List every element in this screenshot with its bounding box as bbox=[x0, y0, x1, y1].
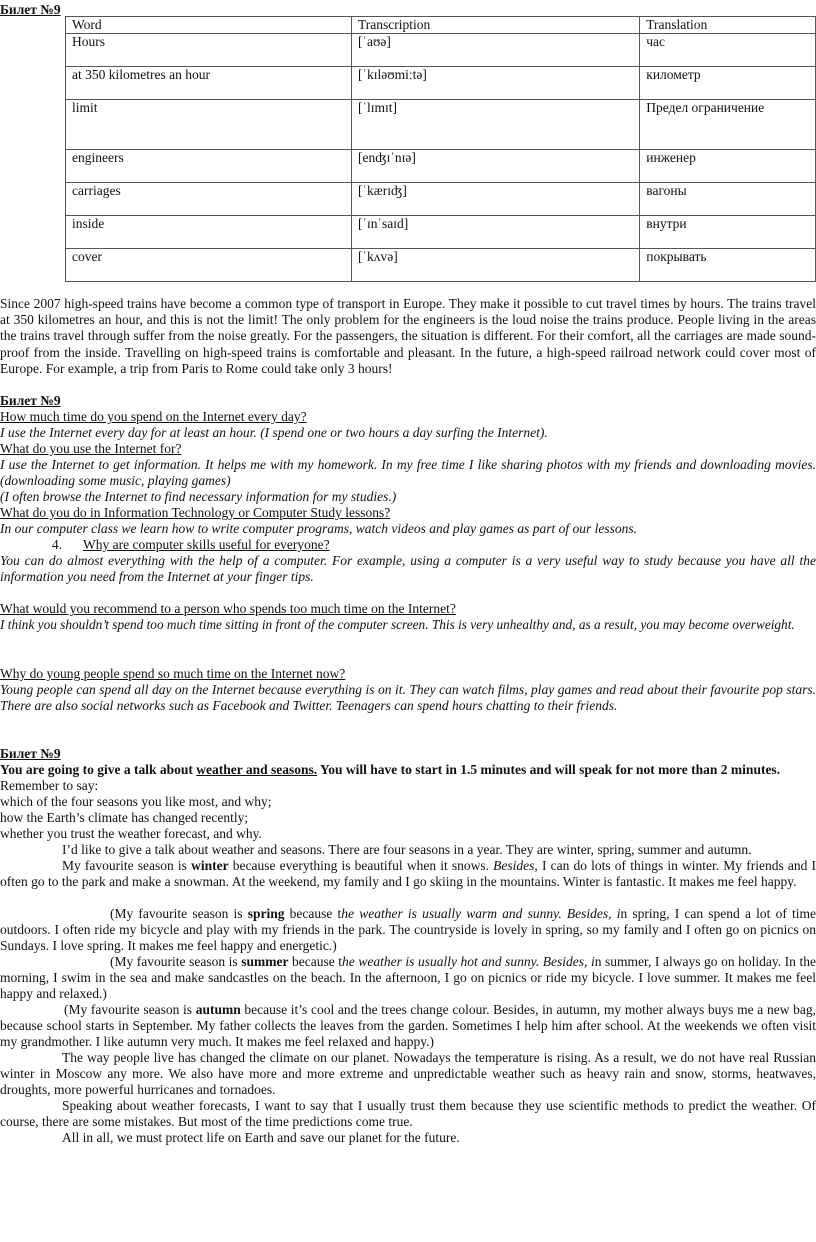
cell-word: inside bbox=[66, 216, 352, 249]
list-item: whether you trust the weather forecast, and why. bbox=[0, 826, 262, 841]
summer-text-c: because t bbox=[288, 954, 343, 969]
table-row bbox=[66, 100, 816, 150]
list-item: which of the four seasons you like most, and why; bbox=[0, 794, 272, 809]
table-row bbox=[66, 183, 816, 216]
spring-text-e: n spring, I can spend a lot of time outdoors. I often ride my bicycle and play with my friends in the park. The countryside is lovely in spring, so my family and I often go on picnics on Sundays. I love spring. It makes me feel happy and energetic.) bbox=[0, 906, 816, 954]
table-header-row bbox=[66, 17, 816, 34]
answer-6: Young people can spend all day on the Internet because everything is on it. They can watch films, play games and read about their favourite pop stars. There are also social networks such as Facebook and Twitter. Teenagers can spend hours chatting to their friends. bbox=[0, 682, 816, 714]
question-5: What would you recommend to a person who spends too much time on the Internet? bbox=[0, 601, 456, 616]
cell-transcription: [ˈɪnˈsaɪd] bbox=[351, 216, 639, 249]
cell-word: Hours bbox=[66, 34, 352, 67]
table-row bbox=[66, 34, 816, 67]
cell-translation: Предел ограничение bbox=[640, 100, 816, 150]
summer-keyword: summer bbox=[241, 954, 289, 969]
autumn-paragraph bbox=[0, 1002, 816, 1051]
cell-transcription: [ˈkʌvə] bbox=[351, 249, 639, 282]
header-translation: Translation bbox=[640, 17, 816, 34]
cell-translation: внутри bbox=[640, 216, 816, 249]
answer-1: I use the Internet every day for at least an hour. (I spend one or two hours a day surfing the Internet). bbox=[0, 425, 548, 440]
answer-2: I use the Internet to get information. It helps me with my homework. In my free time I like sharing photos with my friends and downloading movies. (downloading some music, playing games) bbox=[0, 457, 816, 489]
cell-transcription: [ˈkɪləʊmiːtə] bbox=[351, 67, 639, 100]
spring-text-c: because t bbox=[284, 906, 342, 921]
question-4: Why are computer skills useful for everyone? bbox=[83, 537, 330, 552]
answer-5: I think you shouldn’t spend too much time sitting in front of the computer screen. This is very unhealthy and, as a result, you may become overweight. bbox=[0, 617, 795, 632]
section3-title: Билет №9 bbox=[0, 746, 61, 761]
cell-translation: час bbox=[640, 34, 816, 67]
answer-2b: (I often browse the Internet to find necessary information for my studies.) bbox=[0, 489, 397, 504]
question-6: Why do young people spend so much time on the Internet now? bbox=[0, 666, 346, 681]
question-1: How much time do you spend on the Internet every day? bbox=[0, 409, 307, 424]
cell-transcription: [ˈaʊə] bbox=[351, 34, 639, 67]
answer-3: In our computer class we learn how to write computer programs, watch videos and play games as part of our lessons. bbox=[0, 521, 637, 536]
task-statement bbox=[0, 762, 816, 778]
autumn-keyword: autumn bbox=[195, 1002, 241, 1017]
task-topic: weather and seasons. bbox=[196, 762, 318, 777]
remember-label: Remember to say: bbox=[0, 778, 99, 793]
cell-word: limit bbox=[66, 100, 352, 150]
section2-title: Билет №9 bbox=[0, 393, 61, 408]
table-row bbox=[66, 67, 816, 100]
summer-text-d: he weather is usually hot and sunny. Besides, i bbox=[342, 954, 595, 969]
cell-transcription: [enʤɪˈnɪə] bbox=[351, 150, 639, 183]
question-4-number: 4. bbox=[51, 537, 62, 552]
cell-transcription: [ˈkærɪʤ] bbox=[351, 183, 639, 216]
spring-paragraph bbox=[0, 906, 816, 955]
section1-title: Билет №9 bbox=[0, 2, 61, 17]
cell-translation: инженер bbox=[640, 150, 816, 183]
cell-translation: вагоны bbox=[640, 183, 816, 216]
question-4-line bbox=[0, 537, 816, 553]
autumn-text-a: (My favourite season is bbox=[64, 1002, 196, 1017]
spring-keyword: spring bbox=[247, 906, 285, 921]
spring-text-a: (My favourite season is bbox=[110, 906, 248, 921]
climate-paragraph: The way people live has changed the climate on our planet. Nowadays the temperature is rising. As a result, we do not have real Russian winter in Moscow any more. We also have more and more extreme and unpredictable weather such as heavy rain and snow, storms, heatwaves, droughts, more powerful hurricanes and tornadoes. bbox=[0, 1050, 816, 1098]
table-row bbox=[66, 150, 816, 183]
intro-paragraph: I’d like to give a talk about weather and seasons. There are four seasons in a year. They are winter, spring, summer and autumn. bbox=[62, 842, 752, 857]
summer-text-a: (My favourite season is bbox=[110, 954, 242, 969]
cell-translation: километр bbox=[640, 67, 816, 100]
task-text-b: You will have to start in 1.5 minutes and will speak for not more than 2 minutes. bbox=[317, 762, 781, 777]
question-2: What do you use the Internet for? bbox=[0, 441, 182, 456]
winter-paragraph bbox=[0, 858, 816, 890]
table-row bbox=[66, 249, 816, 282]
summer-paragraph bbox=[0, 954, 816, 1003]
task-text-a: You are going to give a talk about bbox=[0, 762, 197, 777]
cell-word: cover bbox=[66, 249, 352, 282]
winter-text-c: because everything is beautiful when it snows. bbox=[228, 858, 494, 873]
winter-text-d: Besides, bbox=[493, 858, 538, 873]
header-word: Word bbox=[66, 17, 352, 34]
cell-word: at 350 kilometres an hour bbox=[66, 67, 352, 100]
cell-translation: покрывать bbox=[640, 249, 816, 282]
winter-keyword: winter bbox=[191, 858, 229, 873]
summer-text-e: n summer, I always go on holiday. In the morning, I swim in the sea and make sandcastles on the beach. In the afternoon, I go on picnics or ride my bicycle. I love summer. It makes me feel happy and relaxed.) bbox=[0, 954, 816, 1002]
cell-transcription: [ˈlɪmɪt] bbox=[351, 100, 639, 150]
vocabulary-table bbox=[65, 16, 816, 282]
autumn-text-c: because it’s cool and the trees change colour. Besides, in autumn, my mother always buys me a new bag, because school starts in September. My father collects the leaves from the garden. Sometimes I help him after school. At the weekends we often visit my grandmother. I like autumn very much. It makes me feel relaxed and happy.) bbox=[0, 1002, 816, 1050]
spring-text-d: he weather is usually warm and sunny. Besides, i bbox=[341, 906, 621, 921]
winter-text-a: My favourite season is bbox=[62, 858, 192, 873]
question-3: What do you do in Information Technology or Computer Study lessons? bbox=[0, 505, 391, 520]
list-item: how the Earth’s climate has changed recently; bbox=[0, 810, 249, 825]
winter-text-e: I can do lots of things in winter. My friends and I often go to the park and make a snowman. At the weekend, my family and I go skiing in the mountains. Winter is fantastic. It makes me feel happy. bbox=[0, 858, 816, 890]
trains-text: Since 2007 high-speed trains have become a common type of transport in Europe. They make it possible to cut travel times by hours. The trains travel at 350 kilometres an hour, and this is not the limit! The only problem for the engineers is the loud noise the trains produce. People living in the areas the trains travel through suffer from the noise greatly. For the passengers, the situation is different. For their comfort, all the carriages are made sound-proof from the inside. Travelling on high-speed trains is comfortable and pleasant. In the future, a high-speed railroad network could cover most of Europe. For example, a trip from Paris to Rome could take only 3 hours! bbox=[0, 296, 816, 376]
closing-paragraph: All in all, we must protect life on Earth and save our planet for the future. bbox=[62, 1130, 460, 1145]
cell-word: engineers bbox=[66, 150, 352, 183]
header-transcription: Transcription bbox=[351, 17, 639, 34]
forecast-paragraph: Speaking about weather forecasts, I want to say that I usually trust them because they use scientific methods to predict the weather. Of course, there are some mistakes. But most of the time predictions come true. bbox=[0, 1098, 816, 1130]
cell-word: carriages bbox=[66, 183, 352, 216]
answer-4: You can do almost everything with the help of a computer. For example, using a computer is a very useful way to study because you have all the information you need from the Internet at your finger tips. bbox=[0, 553, 816, 585]
table-row bbox=[66, 216, 816, 249]
